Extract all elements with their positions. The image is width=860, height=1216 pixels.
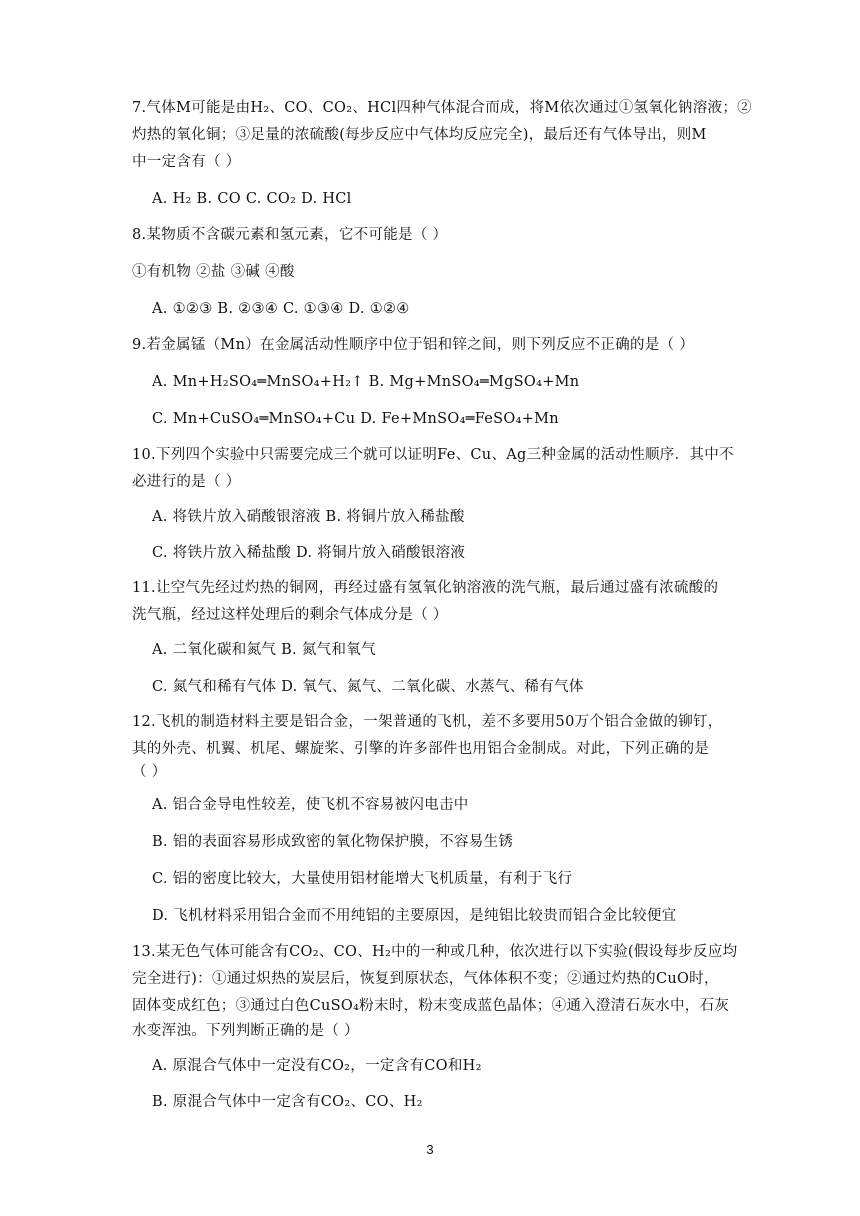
q9-options-ab: A. Mn+H₂SO₄═MnSO₄+H₂↑ B. Mg+MnSO₄═MgSO₄+Mn: [152, 374, 580, 390]
q12-option-c: C. 铝的密度比较大，大量使用铝材能增大飞机质量，有利于飞行: [152, 871, 573, 887]
q13-option-a: A. 原混合气体中一定没有CO₂，一定含有CO和H₂: [152, 1058, 482, 1074]
q8-choices: ①有机物 ②盐 ③碱 ④酸: [132, 264, 295, 280]
q8-options: A. ①②③ B. ②③④ C. ①③④ D. ①②④: [152, 301, 410, 317]
q12-stem-line-3: （ ）: [132, 764, 167, 780]
q9-stem: 9.若金属锰（Mn）在金属活动性顺序中位于铝和锌之间，则下列反应不正确的是（ ）: [132, 337, 695, 353]
q11-stem-line-1: 11.让空气先经过灼热的铜网，再经过盛有氢氧化钠溶液的洗气瓶，最后通过盛有浓硫酸的: [132, 580, 719, 596]
q13-stem-line-1: 13.某无色气体可能含有CO₂、CO、H₂中的一种或几种，依次进行以下实验(假设每步反应均: [132, 944, 738, 960]
q11-options-ab: A. 二氧化碳和氮气 B. 氮气和氧气: [152, 642, 376, 658]
q12-option-d: D. 飞机材料采用铝合金而不用纯铝的主要原因，是纯铝比较贵而铝合金比较便宜: [152, 908, 677, 924]
q10-stem-line-2: 必进行的是（ ）: [132, 474, 241, 490]
q12-option-a: A. 铝合金导电性较差，使飞机不容易被闪电击中: [152, 797, 469, 813]
q11-stem-line-2: 洗气瓶，经过这样处理后的剩余气体成分是（ ）: [132, 607, 448, 623]
q13-stem-line-3: 固体变成红色；③通过白色CuSO₄粉末时，粉末变成蓝色晶体；④通入澄清石灰水中，石灰: [132, 998, 730, 1014]
q13-option-b: B. 原混合气体中一定含有CO₂、CO、H₂: [152, 1094, 423, 1110]
q7-options: A. H₂ B. CO C. CO₂ D. HCl: [152, 191, 352, 207]
q7-stem-line-3: 中一定含有（ ）: [132, 154, 241, 170]
q13-stem-line-4: 水变浑浊。下列判断正确的是（ ）: [132, 1023, 359, 1039]
q8-stem: 8.某物质不含碳元素和氢元素，它不可能是（ ）: [132, 227, 448, 243]
q10-options-cd: C. 将铁片放入稀盐酸 D. 将铜片放入硝酸银溶液: [152, 545, 466, 561]
q9-options-cd: C. Mn+CuSO₄═MnSO₄+Cu D. Fe+MnSO₄═FeSO₄+Mn: [152, 411, 559, 427]
q11-options-cd: C. 氮气和稀有气体 D. 氧气、氮气、二氧化碳、水蒸气、稀有气体: [152, 679, 584, 695]
q12-stem-line-2: 其的外壳、机翼、机尾、螺旋桨、引擎的许多部件也用铝合金制成。对此，下列正确的是: [132, 741, 710, 757]
q7-stem-line-2: 灼热的氧化铜；③足量的浓硫酸(每步反应中气体均反应完全)，最后还有气体导出，则M: [132, 127, 707, 143]
q10-stem-line-1: 10.下列四个实验中只需要完成三个就可以证明Fe、Cu、Ag三种金属的活动性顺序．其中不: [132, 447, 734, 463]
page-number: 3: [426, 1142, 434, 1157]
q10-options-ab: A. 将铁片放入硝酸银溶液 B. 将铜片放入稀盐酸: [152, 509, 465, 525]
q12-stem-line-1: 12.飞机的制造材料主要是铝合金，一架普通的飞机，差不多要用50万个铝合金做的铆钉，: [132, 714, 723, 730]
q7-stem-line-1: 7.气体M可能是由H₂、CO、CO₂、HCl四种气体混合而成，将M依次通过①氢氧化钠溶液；②: [132, 100, 752, 116]
q13-stem-line-2: 完全进行)：①通过炽热的炭层后，恢复到原状态，气体体积不变；②通过灼热的CuO时，: [132, 971, 719, 987]
q12-option-b: B. 铝的表面容易形成致密的氧化物保护膜，不容易生锈: [152, 834, 514, 850]
